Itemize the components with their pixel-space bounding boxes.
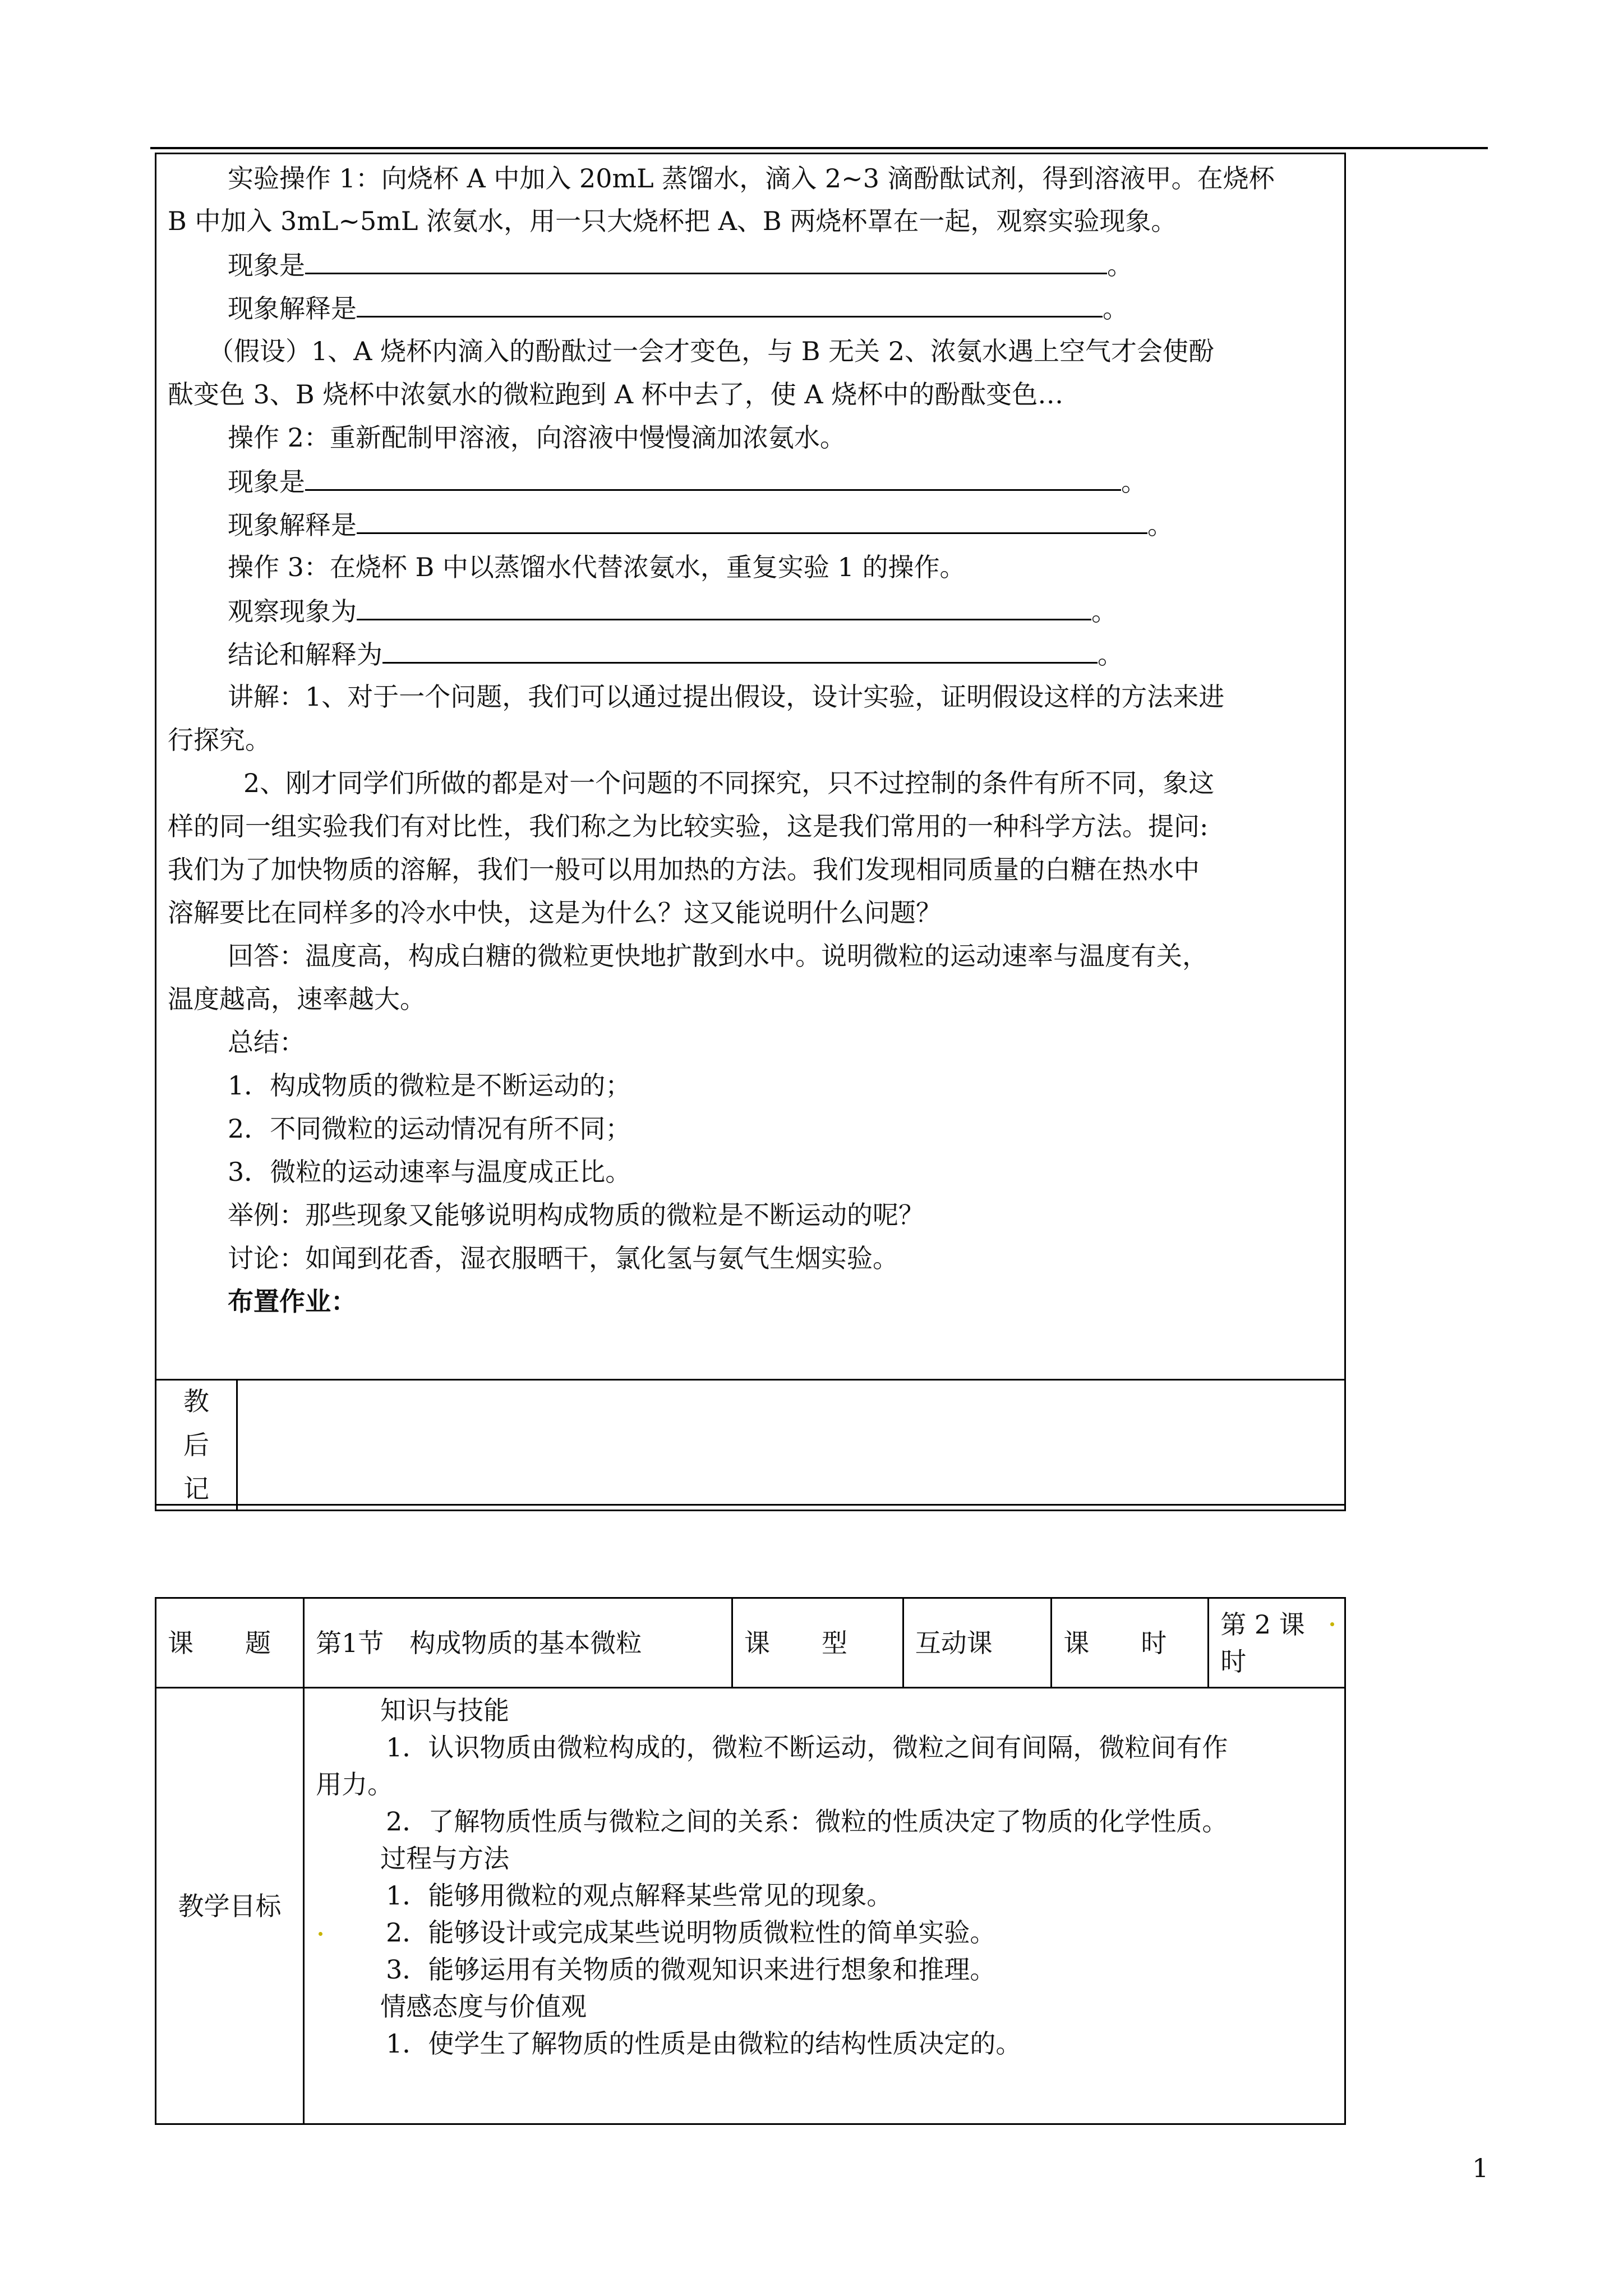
- answer-blank[interactable]: [305, 246, 1107, 274]
- goal-item: 2．了解物质性质与微粒之间的关系：微粒的性质决定了物质的化学性质。: [386, 1806, 1228, 1837]
- page-number: 1: [1472, 2153, 1489, 2183]
- period: 。: [1103, 293, 1128, 324]
- hours-cell: [1209, 1598, 1345, 1688]
- lesson-header-table: [155, 1597, 1346, 2125]
- answer-blank[interactable]: [357, 289, 1103, 318]
- summary-heading: 总结：: [228, 1027, 305, 1057]
- goals-label: 教学目标: [178, 1890, 282, 1921]
- scan-dot: [1330, 1622, 1334, 1626]
- phenomenon-label: 现象是: [228, 467, 305, 497]
- type-label: 课 型: [744, 1627, 847, 1658]
- post-lesson-notes-label: [156, 1381, 238, 1510]
- period: 。: [1107, 250, 1133, 280]
- goals-cell: [304, 1688, 1345, 2124]
- explanation-label: 现象解释是: [228, 510, 357, 540]
- period: 。: [1091, 596, 1117, 627]
- explanation-line: [156, 289, 1128, 327]
- text-line: 讲解：1、对于一个问题，我们可以通过提出假设，设计实验，证明假设这样的方法来进: [228, 682, 1225, 712]
- hours-label-cell: [1052, 1598, 1209, 1688]
- text-line: 行探究。: [168, 725, 271, 755]
- topic-label-cell: [156, 1598, 304, 1688]
- period: 。: [1147, 510, 1173, 540]
- post-lesson-notes-row: [155, 1379, 1346, 1511]
- observation-label: 观察现象为: [228, 596, 357, 627]
- summary-item: 3．微粒的运动速率与温度成正比。: [228, 1157, 631, 1187]
- goal-item: 1．认识物质由微粒构成的，微粒不断运动，微粒之间有间隔，微粒间有作: [386, 1732, 1228, 1763]
- text-line: 2、刚才同学们所做的都是对一个问题的不同探究，只不过控制的条件有所不同，象这: [243, 768, 1215, 798]
- text-line: 回答：温度高，构成白糖的微粒更快地扩散到水中。说明微粒的运动速率与温度有关，: [228, 941, 1208, 971]
- text-line: 举例：那些现象又能够说明构成物质的微粒是不断运动的呢？: [228, 1200, 924, 1230]
- answer-blank[interactable]: [382, 635, 1098, 664]
- text-line: 温度越高，速率越大。: [168, 984, 426, 1014]
- text-line: 实验操作 1：向烧杯 A 中加入 20mL 蒸馏水，滴入 2~3 滴酚酞试剂，得到溶液甲。在烧杯: [228, 163, 1275, 194]
- goal-item: 1．能够用微粒的观点解释某些常见的现象。: [386, 1880, 893, 1911]
- type-label-cell: [732, 1598, 903, 1688]
- period: 。: [1098, 639, 1123, 670]
- type-cell: [903, 1598, 1052, 1688]
- text-line: 讨论：如闻到花香，湿衣服晒干，氯化氢与氨气生烟实验。: [228, 1243, 898, 1273]
- answer-blank[interactable]: [357, 505, 1147, 534]
- goal-heading: 情感态度与价值观: [380, 1991, 587, 2022]
- type-value: 互动课: [915, 1627, 993, 1658]
- phenomenon-label: 现象是: [228, 250, 305, 280]
- operation-2-line: 操作 2：重新配制甲溶液，向溶液中慢慢滴加浓氨水。: [228, 422, 846, 453]
- goal-heading: 知识与技能: [380, 1695, 510, 1726]
- answer-blank[interactable]: [305, 462, 1121, 491]
- period: 。: [1121, 467, 1147, 497]
- goal-item: 1．使学生了解物质的性质是由微粒的结构性质决定的。: [386, 2028, 1022, 2059]
- explanation-label: 现象解释是: [228, 293, 357, 324]
- lesson-content-box: [155, 153, 1346, 1506]
- goal-item: 用力。: [316, 1769, 394, 1800]
- header-rule: [150, 147, 1488, 149]
- goal-item: 2．能够设计或完成某些说明物质微粒性的简单实验。: [386, 1917, 996, 1948]
- hours-value-line: 第 2 课: [1220, 1609, 1305, 1640]
- conclusion-label: 结论和解释为: [228, 639, 382, 670]
- topic-label: 课 题: [168, 1627, 271, 1658]
- phenomenon-line: [156, 462, 1147, 500]
- scan-dot: [319, 1932, 322, 1936]
- phenomenon-line: [156, 246, 1133, 284]
- text-line: 我们为了加快物质的溶解，我们一般可以用加热的方法。我们发现相同质量的白糖在热水中: [168, 854, 1200, 885]
- hours-label: 课 时: [1063, 1627, 1167, 1658]
- homework-heading: 布置作业：: [228, 1286, 357, 1317]
- hypothesis-line: 酞变色 3、B 烧杯中浓氨水的微粒跑到 A 杯中去了，使 A 烧杯中的酚酞变色…: [168, 379, 1064, 409]
- explanation-line: [156, 505, 1173, 544]
- observation-line: [156, 592, 1117, 630]
- label-char: 后: [183, 1430, 209, 1460]
- operation-3-line: 操作 3：在烧杯 B 中以蒸馏水代替浓氨水，重复实验 1 的操作。: [228, 552, 966, 582]
- summary-item: 1．构成物质的微粒是不断运动的；: [228, 1070, 631, 1101]
- text-line: B 中加入 3mL~5mL 浓氨水，用一只大烧杯把 A、B 两烧杯罩在一起，观察实验现象。: [168, 206, 1177, 236]
- conclusion-line: [156, 635, 1123, 673]
- hypothesis-line: （假设）1、A 烧杯内滴入的酚酞过一会才变色，与 B 无关 2、浓氨水遇上空气才会使酚: [208, 336, 1215, 366]
- label-char: 教: [183, 1386, 209, 1416]
- goal-item: 3．能够运用有关物质的微观知识来进行想象和推理。: [386, 1954, 996, 1985]
- topic-cell: [304, 1598, 732, 1688]
- answer-blank[interactable]: [357, 592, 1091, 620]
- label-char: 记: [183, 1474, 209, 1504]
- summary-item: 2．不同微粒的运动情况有所不同；: [228, 1114, 631, 1144]
- goal-heading: 过程与方法: [380, 1843, 510, 1874]
- topic-value: 第1节 构成物质的基本微粒: [316, 1627, 642, 1658]
- text-line: 溶解要比在同样多的冷水中快，这是为什么？这又能说明什么问题？: [168, 898, 942, 928]
- hours-value-line: 时: [1220, 1646, 1247, 1677]
- goals-label-cell: [156, 1688, 304, 2124]
- text-line: 样的同一组实验我们有对比性，我们称之为比较实验，这是我们常用的一种科学方法。提问:: [168, 811, 1209, 841]
